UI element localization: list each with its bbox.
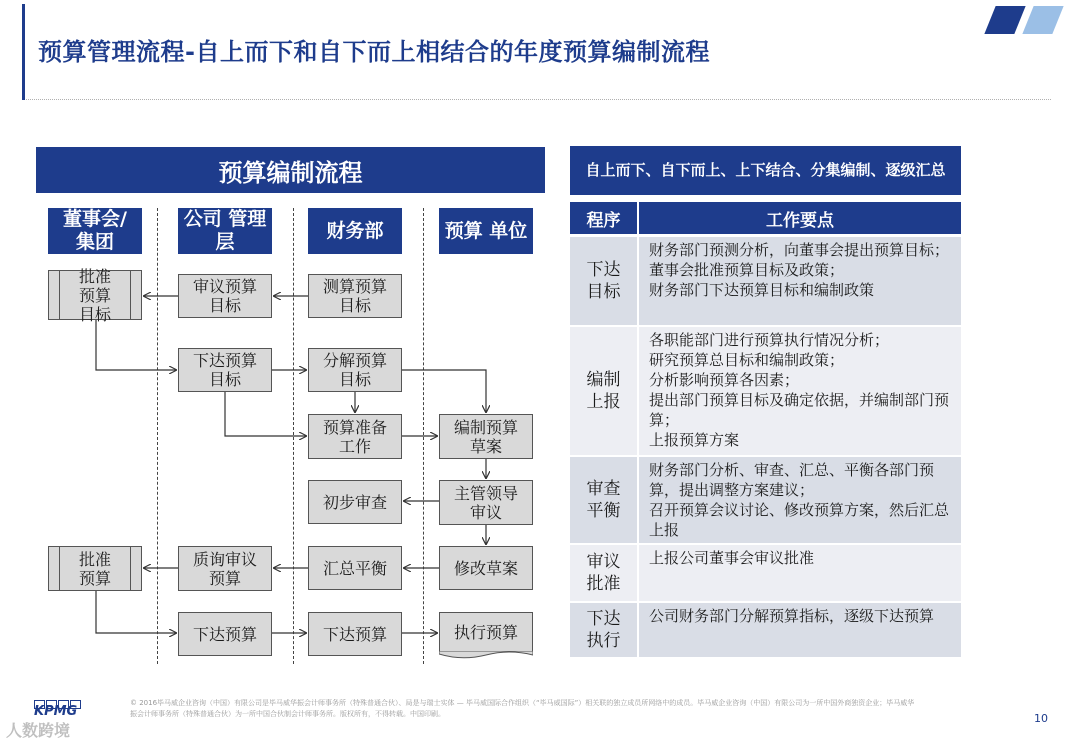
- box-issue-budget-management: 下达预算: [178, 612, 272, 656]
- table-step-cell: 编制 上报: [570, 327, 637, 455]
- point-text: 提出部门预算目标及确定依据，并编制部门预算；: [649, 391, 950, 429]
- box-issue-target: 下达预算 目标: [178, 348, 272, 392]
- table-step-cell: 审查 平衡: [570, 457, 637, 543]
- table-points-cell: [639, 457, 961, 543]
- box-approve-budget: 批准 预算: [48, 546, 142, 591]
- page-title: 预算管理流程-自上而下和自下而上相结合的年度预算编制流程: [38, 38, 710, 66]
- point-text: 各职能部门进行预算执行情况分析；: [649, 331, 890, 349]
- table-col-points: 工作要点: [639, 202, 961, 234]
- point-text: 财务部门预测分析，向董事会提出预算目标；: [649, 241, 950, 259]
- column-header-management: 公司 管理层: [178, 208, 272, 254]
- box-review-target: 审议预算 目标: [178, 274, 272, 318]
- point-text: 董事会批准预算目标及政策；: [649, 261, 845, 279]
- column-header-board: 董事会/ 集团: [48, 208, 142, 254]
- table-col-step: 程序: [570, 202, 637, 234]
- column-header-budget-unit: 预算 单位: [439, 208, 533, 254]
- watermark-text: 人数跨境: [6, 721, 71, 740]
- point-text: 财务部门分析、审查、汇总、平衡各部门预算，提出调整方案建议；: [649, 461, 935, 499]
- box-preliminary-review: 初步审查: [308, 480, 402, 524]
- box-revise-draft: 修改草案: [439, 546, 533, 590]
- column-header-finance: 财务部: [308, 208, 402, 254]
- table-points-cell: [639, 237, 961, 325]
- arrow-approve-to-issue: [96, 591, 176, 633]
- box-prep-work: 预算准备 工作: [308, 414, 402, 459]
- box-decompose-target: 分解预算 目标: [308, 348, 402, 392]
- table-step-cell: 下达 执行: [570, 603, 637, 657]
- box-inquiry-review: 质询审议 预算: [178, 546, 272, 591]
- box-summary-balance: 汇总平衡: [308, 546, 402, 590]
- table-points-cell: [639, 603, 961, 657]
- document-wave: [439, 651, 533, 661]
- table-points-cell: [639, 327, 961, 455]
- box-leader-review: 主管领导 审议: [439, 480, 533, 525]
- box-execute-budget: 执行预算: [439, 612, 533, 652]
- table-step-cell: 审议 批准: [570, 545, 637, 601]
- table-points-cell: [639, 545, 961, 601]
- footer-copyright: © 2016毕马威企业咨询（中国）有限公司是毕马威华振会计师事务所（特殊普通合伙）、局是与瑞士实体 — 毕马威国际合作组织（“毕马威国际”）相关联的独立成员所网络中的成员。毕马威企业咨询（中国）有限公司为一所中国外商独资企业；毕马威华振会计师事务所（特殊普通合伙）为一所中国合伙制会计师事务所。版权所有，不得转载。中国印刷。: [130, 699, 915, 718]
- page-number: 10: [1034, 712, 1048, 725]
- arrow-approve-to-issue-target: [96, 320, 176, 370]
- point-text: 研究预算总目标和编制政策；: [649, 351, 845, 369]
- box-issue-budget-finance: 下达预算: [308, 612, 402, 656]
- point-text: 分析影响预算各因素；: [649, 371, 800, 389]
- arrow-issue-to-prep: [225, 392, 306, 436]
- flow-banner: 预算编制流程: [36, 147, 545, 193]
- table-header-principles: 自上而下、自下而上、上下结合、分集编制、逐级汇总: [570, 146, 961, 195]
- box-measure-target: 测算预算 目标: [308, 274, 402, 318]
- point-text: 召开预算会议讨论、修改预算方案，然后汇总上报: [649, 501, 950, 539]
- box-draft-budget: 编制预算 草案: [439, 414, 533, 459]
- point-text: 上报公司董事会审议批准: [649, 549, 815, 567]
- kpmg-logo: KPMG: [34, 704, 78, 719]
- point-text: 财务部门下达预算目标和编制政策: [649, 281, 875, 299]
- point-text: 上报预算方案: [649, 431, 740, 449]
- box-approve-target: 批准 预算 目标: [48, 270, 142, 320]
- arrow-decompose-to-draft: [402, 370, 486, 412]
- point-text: 公司财务部门分解预算指标，逐级下达预算: [649, 607, 935, 625]
- table-step-cell: 下达 目标: [570, 237, 637, 325]
